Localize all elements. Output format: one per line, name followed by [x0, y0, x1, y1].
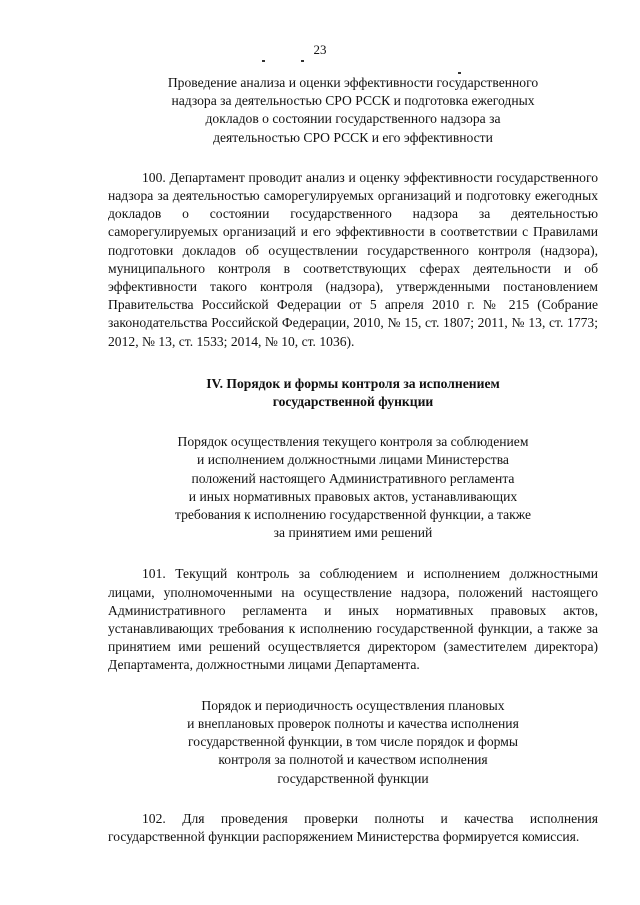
- scan-artifact: [301, 60, 304, 62]
- paragraph-101: 101. Текущий контроль за соблюдением и исполнением должностными лицами, уполномоченными на осуществление надзора, положений настоящего Административного регламента и иных нормативных правовых актов, устанавливающих требования к исполнению государственной функции, а также за принятием ими решений осуществляется директором (заместителем директора) Департамента, должностными лицами Департамента.: [108, 566, 598, 673]
- heading-line: контроля за полнотой и качеством исполнения: [218, 752, 488, 768]
- page-number: 23: [313, 42, 327, 57]
- section-heading-analysis: [108, 74, 598, 147]
- heading-line: государственной функции: [272, 394, 434, 410]
- heading-line: Проведение анализа и оценки эффективности государственного: [167, 75, 539, 90]
- heading-line: за принятием ими решений: [273, 525, 433, 541]
- heading-line: положений настоящего Административного регламента: [191, 470, 515, 486]
- subsection-heading-inspections: [108, 697, 598, 788]
- paragraph-102: 102. Для проведения проверки полноты и качества исполнения государственной функции распоряжением Министерства формируется комиссия.: [108, 810, 598, 844]
- paragraph-100: 100. Департамент проводит анализ и оценку эффективности государственного надзора за деятельностью саморегулируемых организаций и подготовку ежегодных докладов о состоянии государственного надзора за деятельностью саморегулируемых организаций и его эффективности в соответствии с Правилами подготовки докладов об осуществлении государственного контроля (надзора), муниципального контроля в соответствующих сферах деятельности и об эффективности такого контроля (надзора), утвержденными постановлением Правительства Российской Федерации от 5 апреля 2010 г. № 215 (Собрание законодательства Российской Федерации, 2010, № 15, ст. 1807; 2011, № 13, ст. 1773; 2012, № 13, ст. 1533; 2014, № 10, ст. 1036).: [108, 169, 598, 349]
- section-heading-iv: [108, 375, 598, 411]
- heading-line: государственной функции, в том числе порядок и формы: [188, 734, 518, 750]
- heading-line: надзора за деятельностью СРО РССК и подготовка ежегодных: [171, 93, 535, 109]
- heading-line: докладов о состоянии государственного надзора за: [205, 111, 501, 127]
- heading-line: требования к исполнению государственной функции, а также: [175, 507, 531, 523]
- heading-line: и внеплановых проверок полноты и качества исполнения: [187, 715, 519, 731]
- heading-line: IV. Порядок и формы контроля за исполнением: [206, 375, 500, 391]
- heading-line: деятельностью СРО РССК и его эффективности: [213, 129, 493, 145]
- heading-line: и иных нормативных правовых актов, устанавливающих: [188, 488, 518, 504]
- heading-line: Порядок и периодичность осуществления плановых: [201, 697, 505, 713]
- scan-artifact: [262, 60, 265, 62]
- subsection-heading-current-control: [108, 433, 598, 542]
- document-body: [108, 74, 598, 846]
- heading-line: и исполнением должностными лицами Министерства: [197, 452, 509, 468]
- heading-line: государственной функции: [277, 770, 429, 786]
- heading-line: Порядок осуществления текущего контроля за соблюдением: [177, 434, 529, 450]
